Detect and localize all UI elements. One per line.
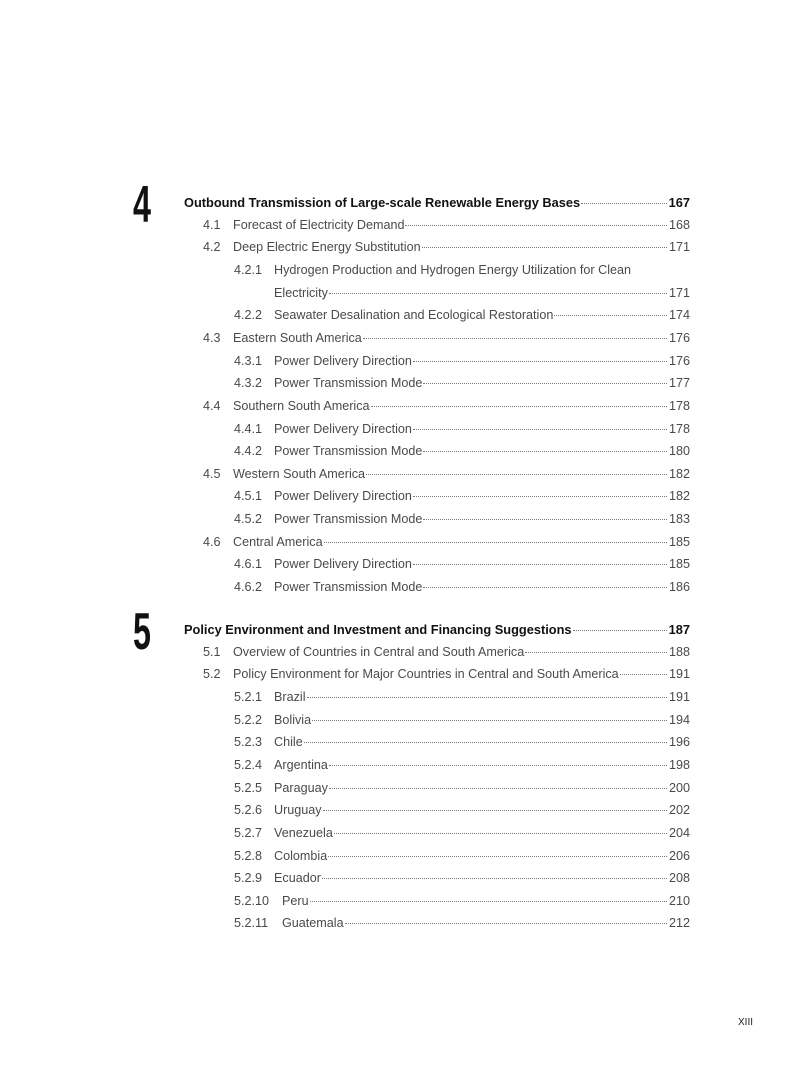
page-number: 174 <box>668 308 690 323</box>
section-number: 4.5 <box>203 466 221 481</box>
section-title: Eastern South America <box>233 330 362 345</box>
page-number: 204 <box>668 825 690 840</box>
page-number: 176 <box>668 330 690 345</box>
toc-entry[interactable] <box>203 331 690 349</box>
dot-leader <box>310 901 667 902</box>
dot-leader <box>554 315 667 316</box>
section-number: 4.4 <box>203 398 221 413</box>
section-title: Policy Environment and Investment and Financing Suggestions <box>184 622 572 637</box>
toc-entry[interactable] <box>234 713 690 731</box>
section-title: Power Delivery Direction <box>274 557 412 572</box>
dot-leader <box>573 630 667 631</box>
page-number: 194 <box>668 712 690 727</box>
page-number: 183 <box>668 512 690 527</box>
chapter-number: 4 <box>133 176 151 234</box>
section-number: 4.2 <box>203 240 221 255</box>
section-number: 4.2.2 <box>234 308 263 323</box>
section-title: Colombia <box>274 848 328 863</box>
section-title: Brazil <box>274 689 306 704</box>
section-title: Western South America <box>233 466 366 481</box>
section-title: Power Transmission Mode <box>274 376 423 391</box>
toc-entry[interactable] <box>234 849 690 867</box>
toc-entry[interactable] <box>234 308 690 326</box>
section-number: 4.2.1 <box>234 262 263 277</box>
dot-leader <box>329 788 667 789</box>
toc-entry[interactable] <box>234 557 690 575</box>
dot-leader <box>620 674 667 675</box>
section-number: 5.2.3 <box>234 735 263 750</box>
page-number: 178 <box>668 398 690 413</box>
section-title: Chile <box>274 735 303 750</box>
dot-leader <box>328 856 667 857</box>
page-number: 168 <box>668 217 690 232</box>
toc-entry[interactable] <box>203 667 690 685</box>
toc-entry[interactable] <box>203 467 690 485</box>
page-number: 171 <box>668 285 690 300</box>
section-title: Bolivia <box>274 712 312 727</box>
section-title: Guatemala <box>282 916 344 931</box>
page-number: 171 <box>668 240 690 255</box>
page-number: 200 <box>668 780 690 795</box>
toc-entry[interactable] <box>234 781 690 799</box>
dot-leader <box>304 742 667 743</box>
toc-entry[interactable] <box>234 826 690 844</box>
section-number: 5.2.1 <box>234 689 263 704</box>
dot-leader <box>413 564 667 565</box>
chapter-number: 5 <box>133 603 151 661</box>
section-title: Power Delivery Direction <box>274 489 412 504</box>
section-title: Uruguay <box>274 803 322 818</box>
page-number: 198 <box>668 757 690 772</box>
page-number: XIII <box>738 1017 754 1028</box>
section-number: 4.3.2 <box>234 376 263 391</box>
toc-entry[interactable] <box>203 218 690 236</box>
page-number: 177 <box>668 376 690 391</box>
page-number: 176 <box>668 353 690 368</box>
toc-entry[interactable] <box>203 399 690 417</box>
toc-entry[interactable] <box>203 645 690 663</box>
toc-entry[interactable] <box>274 286 690 304</box>
page-number: 178 <box>668 421 690 436</box>
dot-leader <box>329 765 667 766</box>
section-number: 5.2.8 <box>234 848 263 863</box>
page-number: 186 <box>668 580 690 595</box>
page-number: 202 <box>668 803 690 818</box>
dot-leader <box>413 496 667 497</box>
toc-entry[interactable] <box>234 580 690 598</box>
dot-leader <box>323 810 667 811</box>
section-number: 5.2 <box>203 667 221 682</box>
dot-leader <box>413 429 667 430</box>
page-number: 206 <box>668 848 690 863</box>
toc-entry[interactable] <box>234 735 690 753</box>
section-title: Policy Environment for Major Countries in Central and South America <box>233 667 619 682</box>
dot-leader <box>324 542 667 543</box>
section-title: Central America <box>233 534 323 549</box>
dot-leader <box>334 833 667 834</box>
section-number: 4.4.1 <box>234 421 263 436</box>
section-title: Peru <box>282 893 309 908</box>
dot-leader <box>581 203 667 204</box>
section-title: Outbound Transmission of Large-scale Renewable Energy Bases <box>184 195 581 210</box>
page-number: 196 <box>668 735 690 750</box>
toc-entry[interactable] <box>234 263 690 281</box>
page-number: 208 <box>668 871 690 886</box>
section-title: Deep Electric Energy Substitution <box>233 240 421 255</box>
toc-entry[interactable] <box>234 690 690 708</box>
section-number: 5.2.6 <box>234 803 263 818</box>
section-number: 4.3.1 <box>234 353 263 368</box>
page-number: 187 <box>668 622 690 637</box>
section-number: 5.2.5 <box>234 780 263 795</box>
dot-leader <box>413 361 667 362</box>
dot-leader <box>423 451 667 452</box>
section-title: Power Delivery Direction <box>274 421 412 436</box>
section-number: 4.3 <box>203 330 221 345</box>
dot-leader <box>307 697 667 698</box>
section-title: Electricity <box>274 285 328 300</box>
dot-leader <box>423 587 667 588</box>
section-number: 4.6 <box>203 534 221 549</box>
page-number: 191 <box>668 689 690 704</box>
section-title: Forecast of Electricity Demand <box>233 217 405 232</box>
page-number: 212 <box>668 916 690 931</box>
toc-entry[interactable] <box>203 240 690 258</box>
section-number: 5.2.2 <box>234 712 263 727</box>
dot-leader <box>423 383 667 384</box>
page-number: 185 <box>668 534 690 549</box>
dot-leader <box>312 720 667 721</box>
section-number: 5.1 <box>203 644 221 659</box>
dot-leader <box>363 338 667 339</box>
chapter-entry[interactable] <box>184 195 690 213</box>
page-number: 210 <box>668 893 690 908</box>
section-title: Overview of Countries in Central and South America <box>233 644 525 659</box>
dot-leader <box>329 293 667 294</box>
section-number: 4.6.1 <box>234 557 263 572</box>
section-number: 4.6.2 <box>234 580 263 595</box>
section-title: Venezuela <box>274 825 333 840</box>
dot-leader <box>371 406 667 407</box>
section-title: Ecuador <box>274 871 321 886</box>
toc-entry[interactable] <box>234 354 690 372</box>
toc-entry[interactable] <box>234 758 690 776</box>
section-title: Seawater Desalination and Ecological Restoration <box>274 308 554 323</box>
page-number: 185 <box>668 557 690 572</box>
dot-leader <box>422 247 667 248</box>
toc-entry[interactable] <box>234 916 690 934</box>
section-title: Power Transmission Mode <box>274 580 423 595</box>
dot-leader <box>322 878 667 879</box>
toc-entry[interactable] <box>234 444 690 462</box>
toc-entry[interactable] <box>203 535 690 553</box>
page-number: 182 <box>668 466 690 481</box>
section-number: 4.5.2 <box>234 512 263 527</box>
section-title: Paraguay <box>274 780 328 795</box>
section-title: Power Delivery Direction <box>274 353 412 368</box>
section-number: 5.2.11 <box>234 916 269 931</box>
dot-leader <box>423 519 667 520</box>
toc-entry[interactable] <box>234 803 690 821</box>
toc-entry[interactable] <box>234 512 690 530</box>
toc-entry[interactable] <box>234 422 690 440</box>
section-title: Argentina <box>274 757 328 772</box>
section-number: 5.2.9 <box>234 871 263 886</box>
section-number: 4.4.2 <box>234 444 263 459</box>
dot-leader <box>345 923 667 924</box>
section-number: 5.2.7 <box>234 825 263 840</box>
section-title: Power Transmission Mode <box>274 512 423 527</box>
section-number: 4.1 <box>203 217 221 232</box>
section-number: 5.2.4 <box>234 757 263 772</box>
dot-leader <box>366 474 667 475</box>
section-title: Hydrogen Production and Hydrogen Energy Utilization for Clean <box>274 262 632 277</box>
page-number: 191 <box>668 667 690 682</box>
toc-entry[interactable] <box>234 894 690 912</box>
page-number: 180 <box>668 444 690 459</box>
section-title: Power Transmission Mode <box>274 444 423 459</box>
page-number: 182 <box>668 489 690 504</box>
section-number: 5.2.10 <box>234 893 270 908</box>
toc-entry[interactable] <box>234 376 690 394</box>
section-title: Southern South America <box>233 398 370 413</box>
dot-leader <box>525 652 667 653</box>
dot-leader <box>405 225 667 226</box>
page-number: 188 <box>668 644 690 659</box>
chapter-entry[interactable] <box>184 622 690 640</box>
page-number: 167 <box>668 195 690 210</box>
toc-entry[interactable] <box>234 489 690 507</box>
toc-entry[interactable] <box>234 871 690 889</box>
section-number: 4.5.1 <box>234 489 263 504</box>
